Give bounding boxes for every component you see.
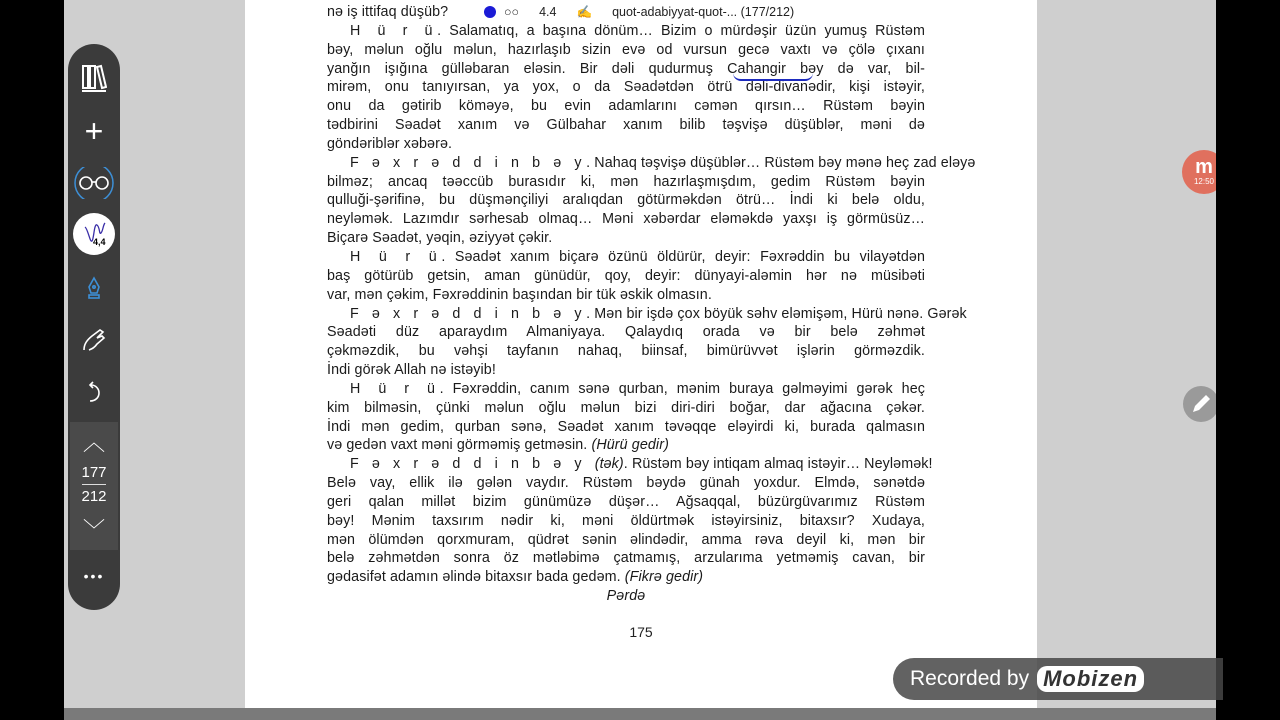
- line-text: . Rüstəm bəy intiqam almaq istəyir… Neyləmək!: [623, 456, 933, 473]
- speaker-name: H ü r ü: [350, 248, 442, 265]
- text-line: [327, 323, 925, 342]
- pen-tool-button[interactable]: [68, 268, 120, 308]
- reader-toolbar: [68, 44, 120, 610]
- mobizen-icon: m: [1195, 156, 1213, 178]
- text-line: [327, 173, 925, 192]
- line-text: gədasifət adamın əlində bitaxsır bada gedəm.: [327, 569, 625, 586]
- line-text: nə iş ittifaq düşüb?: [327, 4, 449, 20]
- stage-direction: Pərdə: [606, 588, 646, 605]
- undo-icon: [84, 379, 104, 405]
- text-line: [327, 399, 925, 418]
- document-page[interactable]: [245, 0, 1037, 708]
- line-text: . Nahaq təşvişə düşüblər… Rüstəm bəy mənə heç zad eləyə: [586, 154, 976, 171]
- text-line: [327, 154, 976, 173]
- bottom-bar: [64, 708, 1216, 720]
- recorded-by-text: Recorded by: [910, 667, 1030, 690]
- line-text: neyləmək. Lazımdır sərhesab olmaq… Məni xəbərdar eləməkdə yaxşı iş görmüsüz…: [327, 211, 925, 228]
- pen-width-value: 4,4: [93, 237, 106, 247]
- text-line: [327, 512, 925, 531]
- text-line: [327, 22, 925, 41]
- line-text: yanğın işığına gülləbaran eləsin. Bir dəli qudurmuş Cahangir bəy də var, bil-: [327, 60, 925, 77]
- line-text: İndi mən gedim, qurban sənə, Səadət xanım təvəqqe eləyirdi ki, burada qalmasın: [327, 418, 925, 435]
- library-icon: [81, 64, 107, 92]
- text-line: [327, 380, 925, 399]
- text-line: [327, 286, 925, 305]
- reader-top-bar: [500, 3, 798, 21]
- right-background: [1037, 0, 1216, 708]
- speaker-name: F ə x r ə d d i n b ə y: [350, 305, 587, 322]
- pen-width-button[interactable]: [68, 214, 120, 254]
- line-text: . Salamatıq, a başına dönüm… Bizim o mürdəşir üzün yumuş Rüstəm: [437, 22, 925, 39]
- text-line: [327, 135, 925, 154]
- line-text: İndi görək Allah nə istəyib!: [327, 362, 496, 379]
- speaker-name: F ə x r ə d d i n b ə y: [350, 154, 587, 171]
- mobizen-logo: Mobizen: [1037, 666, 1144, 692]
- hand-tool-button[interactable]: [68, 320, 120, 360]
- stage-direction: (Fikrə gedir): [624, 569, 704, 586]
- text-line: [327, 210, 925, 229]
- line-text: kim bilməsin, çünki məlun oğlu məlun bizi diri-diri boğar, dar ağacına çəkər.: [327, 399, 925, 416]
- line-text: . Səadət xanım biçarə özünü öldürür, deyir: Fəxrəddin bu vilayətdən: [441, 248, 925, 265]
- total-pages: 212: [81, 488, 107, 505]
- line-text: bəy, məlun oğlu məlun, hazırlaşıb sizin evə od vursun gecə vaxtı və çölə çıxanı: [327, 41, 925, 58]
- text-line: [327, 97, 925, 116]
- text-line: [327, 474, 925, 493]
- line-text: . Mən bir işdə çox böyük səhv eləmişəm, Hürü nənə. Gərək: [586, 305, 967, 322]
- stage-direction: (tək): [594, 456, 624, 473]
- pen-cursor-dot: [484, 6, 496, 18]
- read-mode-button[interactable]: [68, 163, 120, 203]
- line-text: çəkməzdik, bu vəhşi tayfanın nahaq, biinsaf, bimürüvvət işlərin görməzdik.: [327, 343, 925, 360]
- speaker-name: H ü r ü: [350, 380, 440, 397]
- page-number: 175: [629, 624, 653, 640]
- page-navigator: [70, 422, 118, 550]
- line-text: mən ölümdən qorxmuram, qüdrət sənin əlindədir, amma rəva deyil ki, mən bir: [327, 531, 925, 548]
- line-text: Belə vay, ellik ilə gələn vaydır. Rüstəm bəydə günah yoxdur. Elmdə, sənətdə: [327, 475, 925, 492]
- ink-underline-annotation: [733, 73, 813, 81]
- chevron-up-icon: ︿: [82, 430, 105, 455]
- text-line: [327, 549, 925, 568]
- text-line: [327, 305, 967, 324]
- line-text: tədbirini Səadət xanım və Gülbahar xanım bilib təşvişə düşüblər, məni də: [327, 117, 925, 134]
- text-line: [327, 229, 925, 248]
- line-text: geri qalan millət bizim günümüzə düşər… Ağsaqqal, büzürgüvarımız Rüstəm: [327, 493, 925, 510]
- text-line: [327, 248, 925, 267]
- text-line: [327, 41, 925, 60]
- zoom-level: 4.4: [539, 5, 557, 19]
- current-page[interactable]: 177: [81, 464, 107, 481]
- glasses-icon[interactable]: ○○: [504, 5, 520, 19]
- speaker-name: F ə x r ə d d i n b ə y: [350, 456, 595, 473]
- line-text: mirəm, onu tanıyırsan, ya yox, o da Səadətdən ötrü dəli-divanədir, kişi istəyir,: [327, 79, 925, 96]
- text-line: [327, 267, 925, 286]
- line-text: bəy! Mənim taxsırım nədir ki, məni öldürtmək istəyirsiniz, bitaxsır? Xudaya,: [327, 512, 925, 529]
- page-text: [327, 3, 976, 606]
- line-text: baş götürüb getsin, aman günüdür, qoy, deyir: dünyayi-aləmin hər nə müsibəti: [327, 267, 925, 284]
- right-letterbox: [1216, 0, 1280, 720]
- stage-direction: (Hürü gedir): [591, 437, 669, 454]
- text-line: [327, 342, 925, 361]
- library-button[interactable]: [68, 58, 120, 98]
- document-title: quot-adabiyyat-quot-... (177/212): [612, 5, 795, 19]
- pencil-icon: [1183, 386, 1219, 422]
- text-line: [327, 436, 925, 455]
- undo-button[interactable]: [68, 372, 120, 412]
- line-text: . Fəxrəddin, canım sənə qurban, mənim buraya gəlməyimi gərək heç: [439, 380, 925, 397]
- line-text: Səadəti düz aparaydım Almaniyaya. Qalaydıq orada və bir belə zəhmət: [327, 324, 925, 341]
- text-line: [327, 361, 925, 380]
- text-line: [327, 78, 925, 97]
- line-text: Biçarə Səadət, yəqin, əziyyət çəkir.: [327, 230, 553, 247]
- recorded-by-watermark: [893, 658, 1223, 700]
- text-line: [327, 568, 925, 587]
- line-text: göndəriblər xəbərə.: [327, 135, 453, 152]
- text-line: [327, 493, 925, 512]
- line-text: belə zəhmətdən sonra öz mətləbimə çatmamış, arzularıma yetməmiş cavan, bir: [327, 550, 925, 567]
- line-text: bilməz; ancaq təəccüb burasıdır ki, mən hazırlaşmışdım, gedim Rüstəm bəyin: [327, 173, 925, 190]
- text-line: [327, 455, 933, 474]
- text-line: [327, 60, 925, 79]
- hand-icon[interactable]: ✍: [576, 4, 593, 19]
- hand-icon: [81, 327, 107, 353]
- line-text: onu da gətirib köməyə, bu evin adamlarını cəmən qırsın… Rüstəm bəyin: [327, 98, 925, 115]
- edit-floating-button[interactable]: [1183, 386, 1219, 422]
- speaker-name: H ü r ü: [350, 22, 438, 39]
- chevron-down-icon: ﹀: [82, 518, 105, 543]
- glasses-icon: [73, 167, 115, 199]
- text-line: [327, 418, 925, 437]
- line-text: və gedən vaxt məni görməmiş getməsin.: [327, 437, 592, 454]
- plus-icon: +: [84, 112, 104, 149]
- add-button[interactable]: [68, 111, 120, 151]
- text-line: [327, 116, 925, 135]
- line-text: var, mən çəkim, Fəxrəddinin başından bir tük əskik olmasın.: [327, 286, 712, 303]
- stroke-preview-icon: [73, 213, 115, 255]
- text-line: [327, 531, 925, 550]
- line-text: qulluği-şərifinə, bu düşmənçiliyi aralıqdan götürməkdən ötrü… İndi ki belə oldu,: [327, 192, 925, 209]
- next-page-button[interactable]: [70, 514, 118, 545]
- text-line: [327, 587, 925, 606]
- page-divider: [82, 484, 106, 485]
- more-button[interactable]: •••: [83, 568, 105, 584]
- text-line: [327, 191, 925, 210]
- recording-time: 12:50: [1193, 177, 1215, 186]
- previous-page-button[interactable]: [70, 426, 118, 457]
- fountain-pen-icon: [85, 276, 103, 300]
